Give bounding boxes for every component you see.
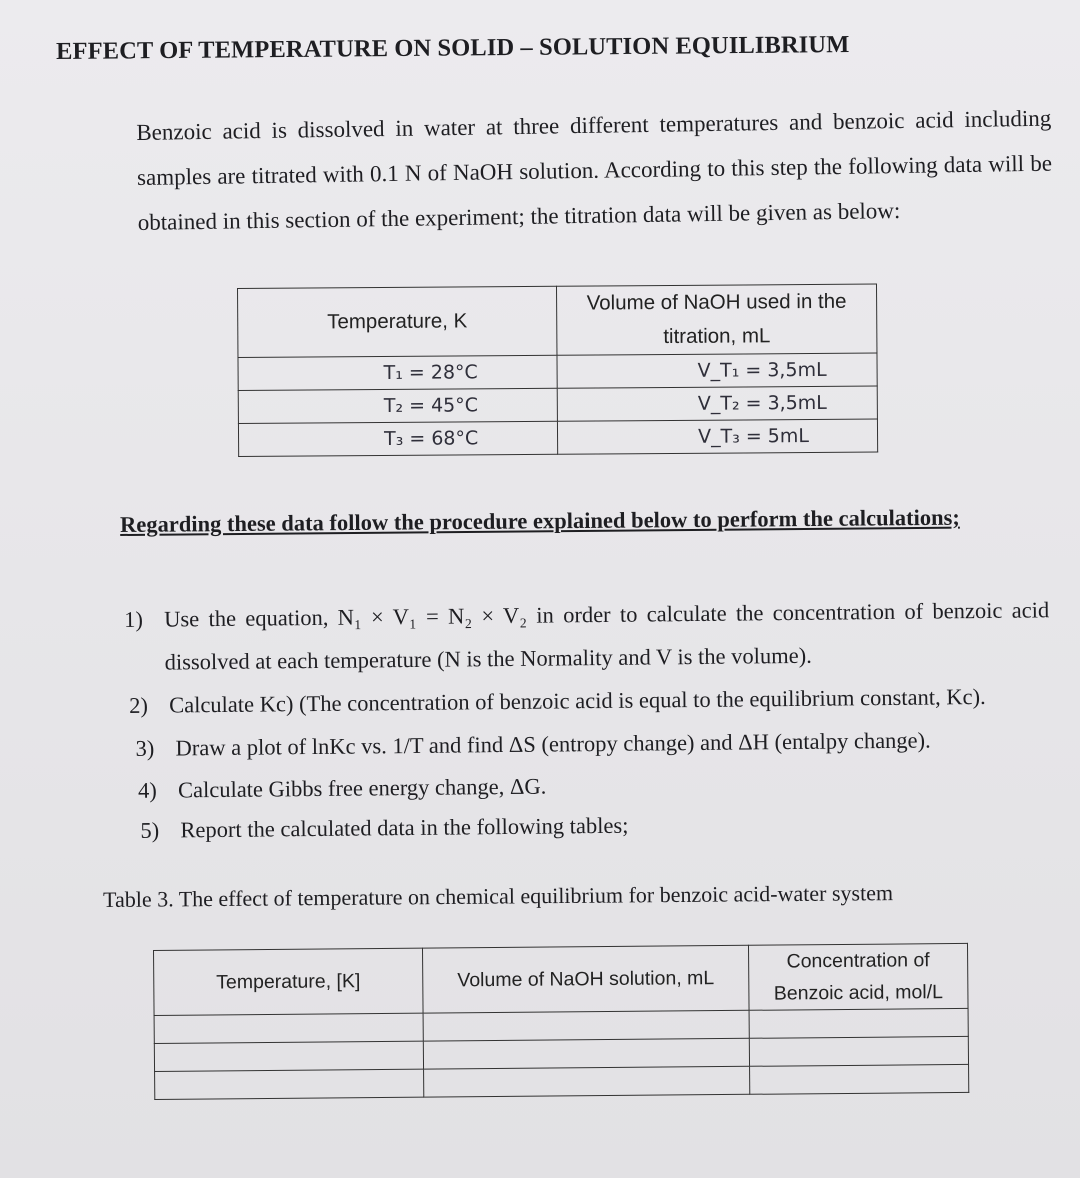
empty-cell[interactable] (155, 1069, 424, 1099)
step-text: Use the equation, N₁ × V₁ = N₂ × V₂ in order to calculate the concentration of benzoic acid dissolved at each temperature (N is the Normality and V is the volume). (164, 597, 1050, 675)
step-text: Report the calculated data in the following tables; (180, 812, 629, 843)
temp-value: T₃ = 68°C (238, 421, 557, 456)
temp-value: T₁ = 28°C (238, 355, 557, 390)
table-row (238, 353, 877, 390)
header-concentration: Concentration of Benzoic acid, mol/L (748, 943, 968, 1010)
empty-cell[interactable] (424, 1066, 750, 1097)
step-text: Calculate Kc) (The concentration of benzoic acid is equal to the equilibrium constant, Kc). (168, 683, 986, 718)
step-number: 3) (135, 735, 155, 761)
empty-cell[interactable] (749, 1008, 968, 1038)
procedure-steps (124, 588, 1052, 851)
header-temperature: Temperature, [K] (154, 948, 424, 1015)
header-volume: Volume of NaOH solution, mL (422, 945, 749, 1013)
table-row (155, 1064, 969, 1099)
page-title: EFFECT OF TEMPERATURE ON SOLID – SOLUTION EQUILIBRIUM (56, 31, 850, 65)
temp-value: T₂ = 45°C (238, 388, 557, 423)
table-caption: Table 3. The effect of temperature on chemical equilibrium for benzoic acid-water system (103, 880, 894, 912)
results-table (153, 943, 969, 1100)
empty-cell[interactable] (154, 1013, 423, 1043)
intro-text: Benzoic acid is dissolved in water at three different temperatures and benzoic acid including samples are titrated with 0.1 N of NaOH solution. According to this step the following data will be obtained in this section of the experiment; the titration data will be given as below: (136, 105, 1053, 235)
step-number: 5) (140, 817, 160, 843)
table-row (238, 386, 877, 423)
intro-paragraph (136, 96, 1053, 245)
table-header-row (154, 943, 969, 1015)
step-item (140, 801, 1051, 851)
step-number: 4) (137, 777, 157, 803)
titration-data-table (237, 284, 878, 457)
step-item (124, 588, 1050, 684)
volume-value: V_T₂ = 3,5mL (557, 386, 877, 421)
header-volume: Volume of NaOH used in the titration, mL (556, 284, 876, 355)
step-text: Calculate Gibbs free energy change, ΔG. (177, 773, 547, 803)
empty-cell[interactable] (750, 1064, 969, 1094)
step-number: 2) (128, 692, 149, 718)
empty-cell[interactable] (154, 1041, 423, 1071)
empty-cell[interactable] (749, 1036, 968, 1066)
volume-value: V_T₁ = 3,5mL (557, 353, 877, 388)
table-row (238, 419, 877, 456)
volume-value: V_T₃ = 5mL (557, 419, 877, 454)
empty-cell[interactable] (423, 1010, 749, 1041)
table-header-row (238, 284, 877, 357)
procedure-heading: Regarding these data follow the procedure explained below to perform the calculations; (120, 504, 960, 537)
empty-cell[interactable] (423, 1038, 749, 1069)
step-text: Draw a plot of lnKc vs. 1/T and find ΔS (entropy change) and ΔH (entalpy change). (175, 727, 931, 761)
step-number: 1) (124, 606, 144, 632)
header-temperature: Temperature, K (238, 286, 557, 357)
